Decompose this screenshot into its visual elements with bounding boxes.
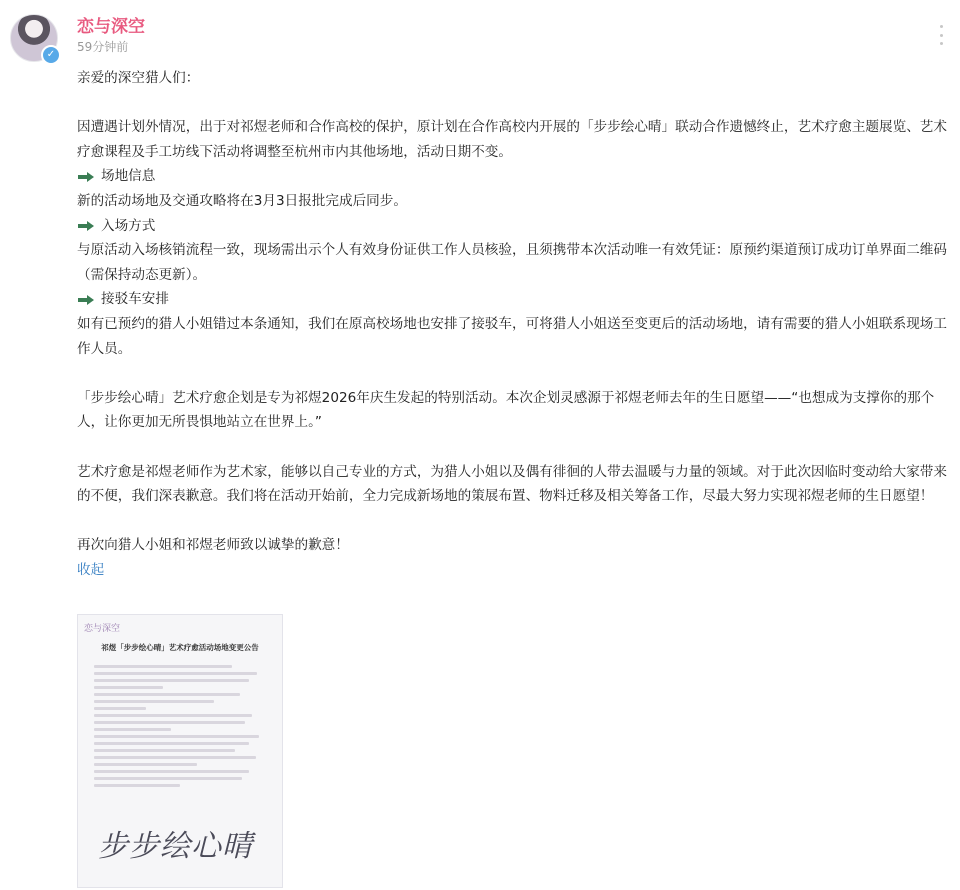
post-content [77, 66, 947, 582]
apology-paragraph: 艺术疗愈是祁煜老师作为艺术家，能够以自己专业的方式，为猎人小姐以及偶有徘徊的人带去温暖与力量的领域。对于此次因临时变动给大家带来的不便，我们深表歉意。我们将在活动开始前，全力完成新场地的策展布置、物料迁移及相关筹备工作，尽最大努力实现祁煜老师的生日愿望！ [77, 463, 947, 505]
username[interactable]: 恋与深空 [77, 17, 145, 37]
poster-title: 祁煜「步步绘心晴」艺术疗愈活动场地变更公告 [101, 643, 259, 652]
closing-paragraph: 再次向猎人小姐和祁煜老师致以诚挚的歉意！ [77, 537, 349, 554]
post-time: 59分钟前 [77, 40, 129, 54]
section-title: 场地信息 [101, 168, 156, 185]
section-title: 入场方式 [101, 217, 156, 234]
section-body: 新的活动场地及交通攻略将在3月3日报批完成后同步。 [77, 192, 407, 209]
more-options-icon[interactable] [938, 25, 944, 45]
poster-art-title: 步步绘心晴 [98, 829, 253, 864]
verified-badge-icon: ✓ [41, 45, 61, 65]
section-title: 接驳车安排 [101, 291, 169, 308]
collapse-link[interactable]: 收起 [77, 561, 105, 578]
section-body: 与原活动入场核销流程一致，现场需出示个人有效身份证供工作人员核验，且须携带本次活动唯一有效凭证：原预约渠道预订成功订单界面二维码（需保持动态更新）。 [77, 242, 947, 283]
poster-logo: 恋与深空 [84, 624, 121, 634]
greeting: 亲爱的深空猎人们： [77, 70, 200, 86]
arrow-right-icon [77, 294, 95, 306]
announcement-image[interactable] [77, 614, 283, 888]
project-paragraph: 「步步绘心晴」艺术疗愈企划是专为祁煜2026年庆生发起的特别活动。本次企划灵感源于祁煜老师去年的生日愿望——“也想成为支撑你的那个人，让你更加无所畏惧地站立在世界上。” [77, 389, 935, 431]
poster-text-lines [94, 661, 266, 791]
section-heading-venue [77, 164, 947, 189]
arrow-right-icon [77, 171, 95, 183]
section-heading-shuttle [77, 287, 947, 312]
arrow-right-icon [77, 220, 95, 232]
section-body: 如有已预约的猎人小姐错过本条通知，我们在原高校场地也安排了接驳车，可将猎人小姐送至变更后的活动场地，请有需要的猎人小姐联系现场工作人员。 [77, 315, 947, 357]
intro-paragraph: 因遭遇计划外情况，出于对祁煜老师和合作高校的保护，原计划在合作高校内开展的「步步绘心晴」联动合作遗憾终止，艺术疗愈主题展览、艺术疗愈课程及手工坊线下活动将调整至杭州市内其他场地，活动日期不变。 [77, 119, 947, 160]
section-heading-entry [77, 214, 947, 239]
